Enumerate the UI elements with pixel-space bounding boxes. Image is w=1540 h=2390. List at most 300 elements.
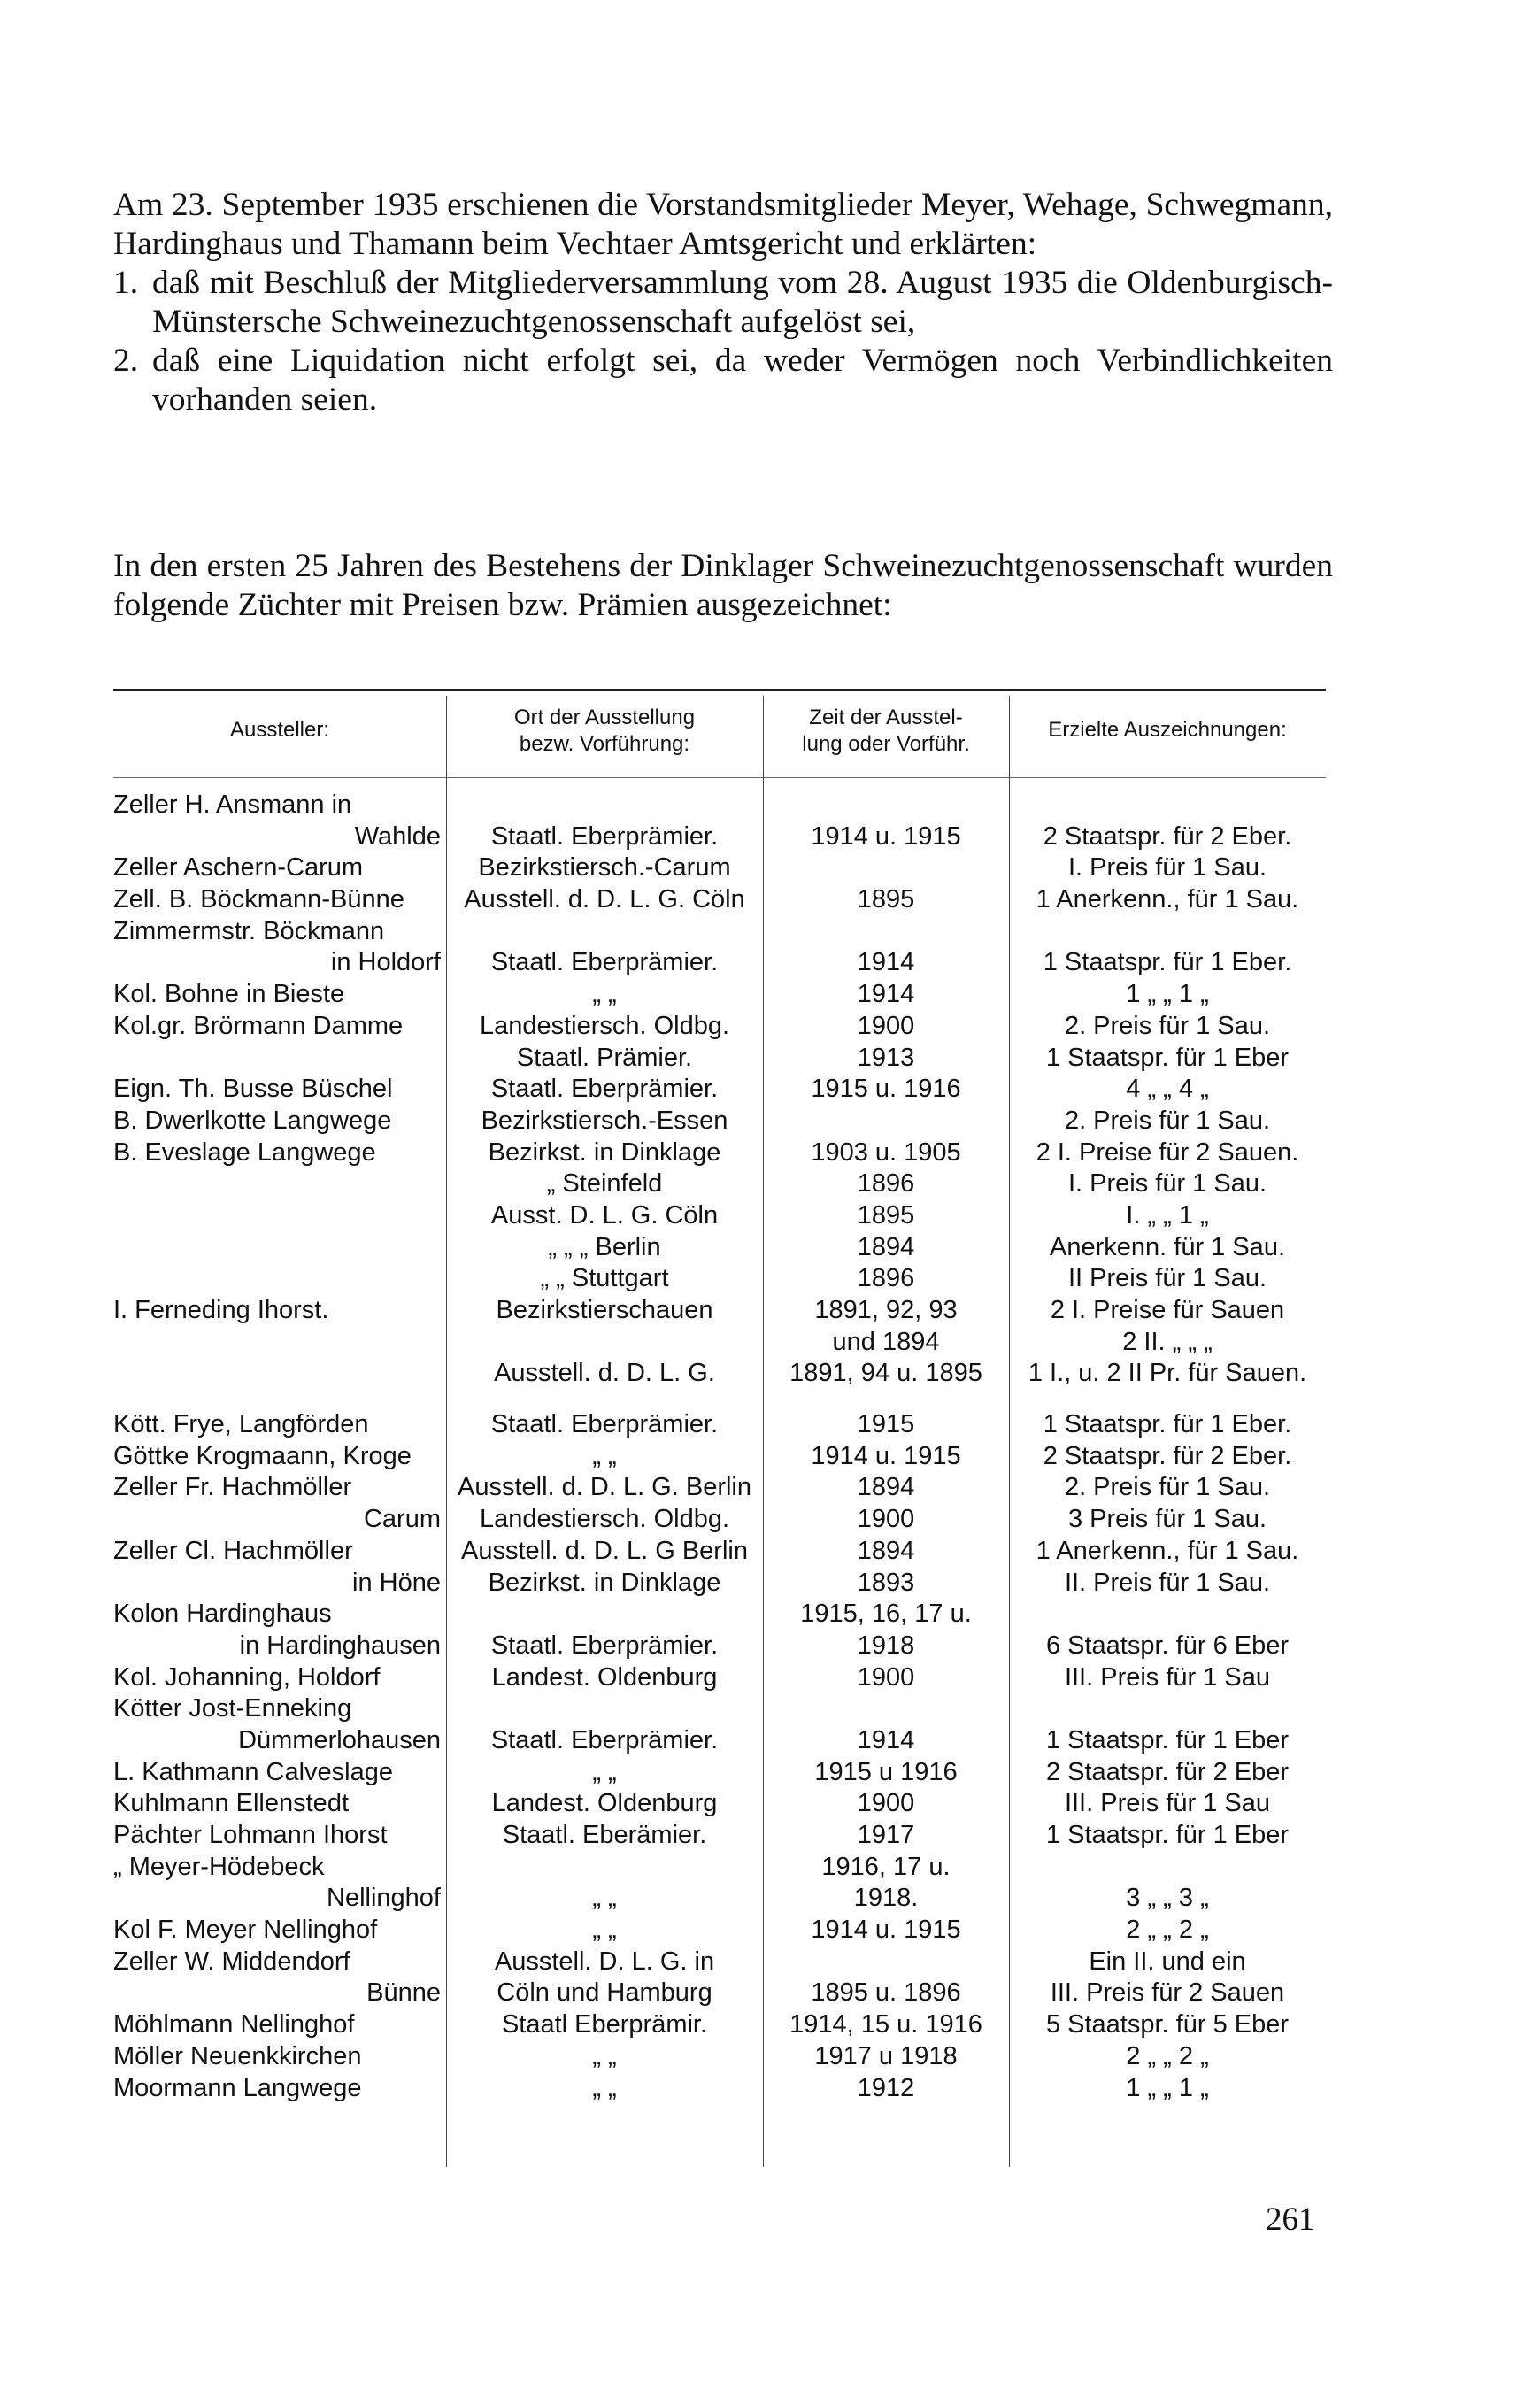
exhibitor-cell [113,1504,446,1536]
award-cell-text: 1 „ „ 1 „ [1126,2073,1209,2102]
exhibitor-cell [113,1788,446,1820]
award-cell-text: 2 „ „ 2 „ [1126,2041,1209,2070]
time-cell-text: 1891, 94 u. 1895 [789,1359,982,1388]
place-cell-text: „ „ [592,980,617,1009]
place-cell [446,1599,763,1631]
time-cell-text: und 1894 [832,1327,940,1356]
time-cell [763,1599,1009,1631]
time-cell-text: 1917 [857,1821,915,1849]
header-time [763,705,1009,758]
time-cell-text: 1914 [857,1725,915,1754]
exhibitor-cell [113,1599,446,1631]
exhibitor-cell [113,1200,446,1232]
award-cell [1009,1662,1326,1694]
exhibitor-cell [113,979,446,1011]
award-cell-text: III. Preis für 2 Sauen [1050,1978,1285,2008]
resolution-point-1 [113,264,1333,342]
time-cell [763,1631,1009,1662]
time-cell [763,1263,1009,1295]
award-cell-text: I. Preis für 1 Sau. [1067,1169,1267,1199]
award-cell-text: 3 Preis für 1 Sau. [1067,1505,1267,1534]
exhibitor-cell-text: Bünne [366,1978,441,2008]
award-cell-text: III. Preis für 1 Sau [1064,1789,1271,1818]
place-cell [446,1168,763,1200]
exhibitor-cell [113,1168,446,1200]
award-cell-text: II Preis für 1 Sau. [1067,1264,1267,1293]
place-cell [446,821,763,853]
place-cell [446,1106,763,1137]
point-number: 2. [113,343,139,379]
table-row [113,1536,1326,1568]
exhibitor-cell [113,1327,446,1359]
place-cell-text: Staatl. Eberprämier. [490,1725,719,1754]
place-cell [446,2041,763,2073]
exhibitor-cell-text: Göttke Krogmaann, Kroge [113,1441,412,1470]
award-cell [1009,1358,1326,1390]
place-cell-text: Ausstell. D. L. G. in [494,1947,715,1976]
place-cell-text: Ausst. D. L. G. Cöln [490,1200,719,1230]
place-cell [446,979,763,1011]
exhibitor-cell [113,1358,446,1390]
award-cell [1009,1947,1326,1978]
place-cell [446,1631,763,1662]
exhibitor-cell-text: Zimmermstr. Böckmann [113,916,385,945]
exhibitor-cell-text: Kötter Jost-Enneking [113,1694,352,1723]
table-row [113,2009,1326,2041]
place-cell [446,1263,763,1295]
exhibitor-cell [113,1043,446,1075]
resolution-list [113,264,1333,420]
place-cell-text: Bezirkstiersch.-Carum [478,853,731,883]
place-cell-text: Bezirkstierschauen [496,1296,713,1324]
award-cell-text: 5 Staatspr. für 5 Eber [1045,2010,1290,2039]
time-cell-text: 1914 [857,980,915,1009]
place-cell-text: Ausstell. d. D. L. G Berlin [461,1536,748,1565]
award-cell-text: 2. Preis für 1 Sau. [1064,1011,1271,1040]
award-cell-text: 2 II. „ „ „ [1122,1327,1213,1356]
time-cell-text: 1912 [857,2073,915,2102]
time-cell-text: 1896 [857,1169,915,1199]
place-cell [446,1662,763,1694]
point-text: daß mit Beschluß der Mitgliederversammlung vom 28. August 1935 die Oldenburgisch-Münstersche Schweinezuchtgenossenschaft aufgelöst sei, [152,265,1333,340]
time-cell [763,1725,1009,1757]
award-cell [1009,1978,1326,2009]
award-cell [1009,1915,1326,1947]
exhibitor-cell [113,1852,446,1884]
exhibitor-cell-text: L. Kathmann Calveslage [113,1757,393,1786]
resolution-point-2 [113,342,1333,420]
place-cell [446,1883,763,1915]
time-cell [763,1536,1009,1568]
award-cell [1009,979,1326,1011]
time-cell [763,1788,1009,1820]
award-cell [1009,916,1326,948]
table-row [113,1568,1326,1600]
exhibitor-cell [113,916,446,948]
place-cell-text: „ Steinfeld [546,1169,663,1199]
exhibitor-cell [113,1631,446,1662]
time-cell [763,1852,1009,1884]
header-place-line1: Ort der Ausstellung [513,705,696,729]
time-cell [763,1168,1009,1200]
place-cell [446,1441,763,1473]
place-cell [446,2073,763,2105]
place-cell [446,1947,763,1978]
exhibitor-cell [113,884,446,916]
exhibitor-cell [113,2009,446,2041]
exhibitor-cell-text: Zell. B. Böckmann-Bünne [113,885,404,914]
exhibitor-cell [113,1011,446,1043]
award-cell-text: 1 Anerkenn., für 1 Sau. [1036,1536,1299,1565]
award-cell-text: 2. Preis für 1 Sau. [1064,1473,1271,1502]
award-cell [1009,1820,1326,1852]
time-cell [763,1662,1009,1694]
table-row [113,947,1326,979]
exhibitor-cell [113,1536,446,1568]
award-cell-text: 1 Staatspr. für 1 Eber [1045,1043,1290,1072]
table-row [113,884,1326,916]
exhibitor-cell-text: Eign. Th. Busse Büschel [113,1075,393,1104]
place-cell-text: Staatl. Eberämier. [502,1821,707,1849]
award-cell [1009,1327,1326,1359]
award-cell [1009,1263,1326,1295]
exhibitor-cell-text: Kol. Johanning, Holdorf [113,1662,381,1692]
time-cell-text: 1903 u. 1905 [811,1137,961,1167]
time-cell-text: 1918. [853,1884,919,1913]
header-award: Erzielte Auszeichnungen: [1048,718,1287,742]
place-cell [446,1200,763,1232]
table-row [113,1358,1326,1390]
table-row [113,1200,1326,1232]
place-cell [446,1043,763,1075]
time-cell [763,1915,1009,1947]
award-cell [1009,1472,1326,1504]
exhibitor-cell-text: Carum [363,1505,441,1534]
place-cell [446,1074,763,1106]
place-cell [446,1757,763,1789]
place-cell-text: „ „ [592,1884,617,1913]
exhibitor-cell-text: B. Dwerlkotte Langwege [113,1106,392,1135]
place-cell-text: Ausstell. d. D. L. G. Berlin [457,1473,751,1502]
header-time-line2: lung oder Vorführ. [802,732,970,756]
intro-paragraph: Am 23. September 1935 erschienen die Vorstandsmitglieder Meyer, Wehage, Schwegmann, Hardinghaus und Thamann beim Vechtaer Amtsgericht und erklärten: [113,187,1333,262]
table-row [113,1631,1326,1662]
page-number: 261 [1266,2201,1315,2238]
place-cell-text: Staatl. Eberprämier. [490,1075,719,1104]
place-cell-text: Staatl. Eberprämier. [490,948,719,977]
exhibitor-cell [113,1725,446,1757]
exhibitor-cell-text: Zeller Fr. Hachmöller [113,1473,352,1502]
table-row [113,1472,1326,1504]
time-cell [763,1137,1009,1169]
time-cell-text: 1914 u. 1915 [811,1916,961,1945]
exhibitor-cell [113,1409,446,1441]
place-cell-text: Landest. Oldenburg [491,1662,718,1692]
exhibitor-cell [113,1441,446,1473]
time-cell-text: 1913 [857,1043,915,1072]
place-cell-text: Bezirkst. in Dinklage [488,1137,721,1167]
table-row [113,2041,1326,2073]
place-cell [446,1137,763,1169]
time-cell [763,2073,1009,2105]
table-row [113,1757,1326,1789]
award-cell-text: III. Preis für 1 Sau [1064,1662,1271,1692]
exhibitor-cell [113,1137,446,1169]
time-cell [763,1820,1009,1852]
award-cell [1009,884,1326,916]
award-cell-text: 1 Staatspr. für 1 Eber. [1043,948,1292,977]
place-cell [446,790,763,821]
award-cell [1009,790,1326,821]
table-row [113,1106,1326,1137]
time-cell-text: 1918 [857,1631,915,1660]
exhibitor-cell-text: Zeller H. Ansmann in [113,790,352,819]
place-cell [446,1295,763,1327]
exhibitor-cell-text: „ Meyer-Hödebeck [113,1852,325,1881]
award-cell [1009,1441,1326,1473]
award-cell [1009,1852,1326,1884]
time-cell [763,852,1009,884]
exhibitor-cell-text: Kol F. Meyer Nellinghof [113,1916,378,1945]
exhibitor-cell-text: Kött. Frye, Langförden [113,1410,369,1439]
time-cell [763,1232,1009,1264]
time-cell-text: 1894 [857,1473,915,1502]
place-cell [446,947,763,979]
exhibitor-cell [113,947,446,979]
place-cell [446,1852,763,1884]
exhibitor-cell-text: Kol. Bohne in Bieste [113,980,345,1009]
exhibitor-cell-text: Kol.gr. Brörmann Damme [113,1011,404,1040]
exhibitor-cell-text: in Höne [352,1568,441,1597]
award-cell [1009,1631,1326,1662]
exhibitor-cell [113,1978,446,2009]
time-cell [763,1043,1009,1075]
table-row [113,1232,1326,1264]
time-cell-text: 1915, 16, 17 u. [800,1600,972,1629]
exhibitor-cell [113,1295,446,1327]
place-cell-text: „ „ Stuttgart [540,1264,669,1293]
time-cell-text: 1894 [857,1536,915,1565]
time-cell [763,1200,1009,1232]
time-cell-text: 1914 [857,948,915,977]
exhibitor-cell [113,1662,446,1694]
exhibitor-cell [113,1820,446,1852]
table-row [113,1295,1326,1327]
award-cell-text: 2 Staatspr. für 2 Eber. [1043,1441,1292,1470]
place-cell-text: Staatl. Eberprämier. [490,821,719,851]
time-cell-text: 1915 u 1916 [814,1757,958,1786]
award-cell [1009,2041,1326,2073]
table-row [113,790,1326,821]
award-cell [1009,1757,1326,1789]
table-row [113,852,1326,884]
place-cell [446,1978,763,2009]
time-cell [763,947,1009,979]
place-cell-text: Cöln und Hamburg [497,1978,712,2008]
award-cell [1009,1409,1326,1441]
exhibitor-cell [113,1106,446,1137]
award-cell-text: 3 „ „ 3 „ [1126,1884,1209,1913]
award-cell [1009,2073,1326,2105]
exhibitor-cell [113,2041,446,2073]
place-cell [446,1693,763,1725]
exhibitor-cell-text: I. Ferneding Ihorst. [113,1296,329,1324]
table-row [113,1693,1326,1725]
time-cell [763,1504,1009,1536]
time-cell-text: 1893 [857,1568,915,1597]
place-cell-text: Bezirkstiersch.-Essen [481,1106,728,1135]
place-cell-text: Landest. Oldenburg [491,1789,718,1818]
time-cell-text: 1900 [857,1789,915,1818]
place-cell-text: Landestiersch. Oldbg. [479,1011,730,1040]
place-cell [446,1820,763,1852]
table-row [113,821,1326,853]
table-row [113,1725,1326,1757]
time-cell [763,1978,1009,2009]
point-text: daß eine Liquidation nicht erfolgt sei, da weder Vermögen noch Verbindlichkeiten vorhanden seien. [152,343,1333,418]
award-cell-text: 1 Staatspr. für 1 Eber. [1043,1410,1292,1439]
award-cell-text: 1 „ „ 1 „ [1126,980,1209,1009]
award-cell-text: I. Preis für 1 Sau. [1067,853,1267,883]
table-row [113,1263,1326,1295]
exhibitor-cell-text: Zeller W. Middendorf [113,1947,350,1976]
table-row [113,1915,1326,1947]
time-cell [763,1358,1009,1390]
time-cell [763,1327,1009,1359]
place-cell [446,2009,763,2041]
table-row [113,1788,1326,1820]
table-row [113,1168,1326,1200]
time-cell-text: 1894 [857,1232,915,1261]
award-cell [1009,1788,1326,1820]
award-cell-text: 2 Staatspr. für 2 Eber. [1043,821,1292,851]
table-header-rule [113,777,1326,778]
award-cell-text: 2 I. Preise für Sauen [1050,1296,1285,1324]
exhibitor-cell [113,1883,446,1915]
award-cell-text: 6 Staatspr. für 6 Eber [1045,1631,1290,1660]
place-cell-text: Staatl Eberprämir. [501,2010,708,2039]
place-cell-text: „ „ [592,2073,617,2102]
place-cell [446,1568,763,1600]
time-cell [763,1106,1009,1137]
table-row [113,1327,1326,1359]
time-cell-text: 1900 [857,1662,915,1692]
place-cell-text: Staatl. Eberprämier. [490,1410,719,1439]
award-cell [1009,947,1326,979]
exhibitor-cell-text: Dümmerlohausen [238,1725,441,1754]
award-cell [1009,1504,1326,1536]
exhibitor-cell-text: Möhlmann Nellinghof [113,2010,355,2039]
award-cell [1009,1011,1326,1043]
place-cell [446,1725,763,1757]
place-cell-text: Ausstell. d. D. L. G. Cöln [464,885,745,914]
exhibitor-cell-text: in Hardinghausen [239,1631,441,1660]
exhibitor-cell-text: Kolon Hardinghaus [113,1600,332,1629]
award-cell-text: 2 „ „ 2 „ [1126,1916,1209,1945]
exhibitor-cell-text: Zeller Aschern-Carum [113,853,364,883]
award-cell [1009,1043,1326,1075]
award-cell [1009,2009,1326,2041]
table-row [113,1409,1326,1441]
place-cell [446,1472,763,1504]
table-body [113,790,1326,2104]
table-row [113,979,1326,1011]
time-cell-text: 1915 u. 1916 [811,1075,961,1104]
exhibitor-cell-text: Moormann Langwege [113,2073,362,2102]
awards-intro-section [113,547,1333,625]
award-cell [1009,852,1326,884]
award-cell [1009,1725,1326,1757]
time-cell [763,1757,1009,1789]
exhibitor-cell [113,1947,446,1978]
exhibitor-cell [113,1915,446,1947]
award-cell-text: 2 Staatspr. für 2 Eber [1045,1757,1290,1786]
place-cell [446,852,763,884]
exhibitor-cell-text: Pächter Lohmann Ihorst [113,1821,388,1849]
time-cell [763,916,1009,948]
place-cell-text: Bezirkst. in Dinklage [488,1568,721,1597]
place-cell-text: Staatl. Prämier. [516,1043,693,1072]
award-cell [1009,1693,1326,1725]
time-cell-text: 1914 u. 1915 [811,1441,961,1470]
place-cell-text: „ „ [592,1441,617,1470]
table-row [113,1947,1326,1978]
time-cell [763,2009,1009,2041]
place-cell-text: „ „ „ Berlin [548,1232,661,1261]
table-row [113,1043,1326,1075]
exhibitor-cell [113,1693,446,1725]
exhibitor-cell [113,852,446,884]
exhibitor-cell [113,1568,446,1600]
place-cell [446,1504,763,1536]
award-cell [1009,1168,1326,1200]
award-cell [1009,1536,1326,1568]
exhibitor-cell [113,1074,446,1106]
place-cell [446,1788,763,1820]
award-cell [1009,1074,1326,1106]
time-cell [763,979,1009,1011]
time-cell-text: 1914, 15 u. 1916 [789,2010,982,2039]
exhibitor-cell [113,1232,446,1264]
award-cell [1009,1106,1326,1137]
time-cell [763,884,1009,916]
place-cell [446,916,763,948]
award-cell [1009,1137,1326,1169]
exhibitor-cell [113,1472,446,1504]
award-cell-text: 1 Staatspr. für 1 Eber [1045,1725,1290,1754]
time-cell [763,1472,1009,1504]
time-cell-text: 1891, 92, 93 [814,1296,958,1324]
time-cell [763,821,1009,853]
exhibitor-cell-text: in Holdorf [330,948,441,977]
time-cell [763,1074,1009,1106]
time-cell [763,1441,1009,1473]
award-cell [1009,821,1326,853]
table-row [113,1441,1326,1473]
place-cell [446,1536,763,1568]
time-cell [763,1568,1009,1600]
time-cell [763,1883,1009,1915]
time-cell-text: 1900 [857,1011,915,1040]
award-cell-text: II. Preis für 1 Sau. [1064,1568,1271,1597]
table-row [113,1599,1326,1631]
time-cell [763,1947,1009,1978]
table-row [113,1852,1326,1884]
place-cell [446,1915,763,1947]
header-time-line1: Zeit der Ausstel- [809,705,963,729]
time-cell [763,790,1009,821]
exhibitor-cell-text: B. Eveslage Langwege [113,1137,376,1167]
